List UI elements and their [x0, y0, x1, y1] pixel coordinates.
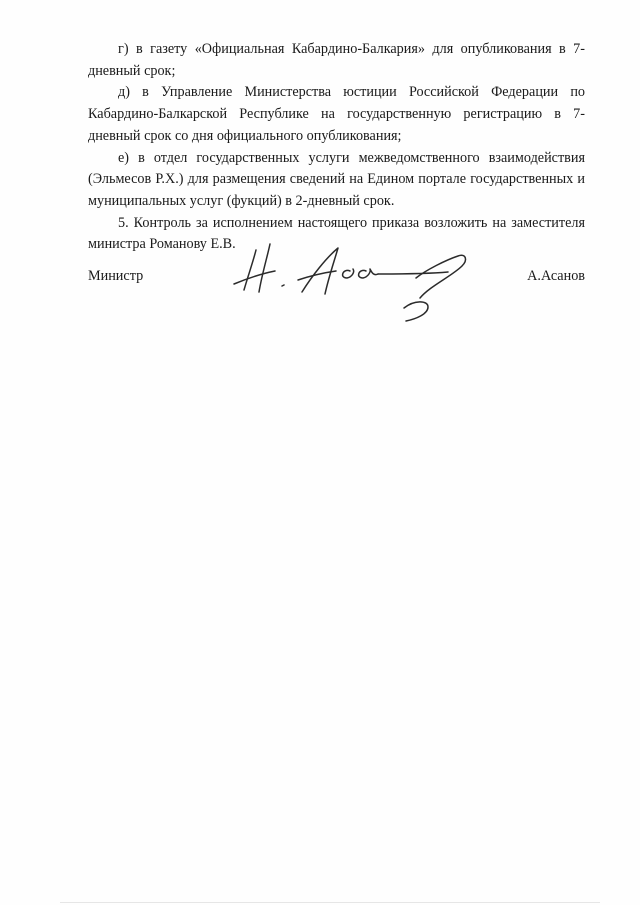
page-edge-line [60, 902, 600, 903]
signatory-name: А.Асанов [527, 268, 585, 284]
paragraph-item-d: д) в Управление Министерства юстиции Российской Федерации по Кабардино-Балкарской Республике на государственную регистрацию в 7-дневный срок со дня официального опубликования; [88, 84, 585, 144]
paragraph-item-g: г) в газету «Официальная Кабардино-Балкария» для опубликования в 7-дневный срок; [88, 41, 585, 79]
paragraph-control-clause: 5. Контроль за исполнением настоящего приказа возложить на заместителя министра Романову Е.В. [88, 214, 585, 253]
handwritten-signature [226, 240, 478, 328]
document-body [88, 39, 585, 256]
signatory-position: Министр [88, 268, 144, 284]
paragraph-item-e: е) в отдел государственных услуги межведомственного взаимодействия (Эльмесов Р.Х.) для размещения сведений на Едином портале государственных и муниципальных услуг (фукций) в 2-дневный срок. [88, 149, 585, 209]
